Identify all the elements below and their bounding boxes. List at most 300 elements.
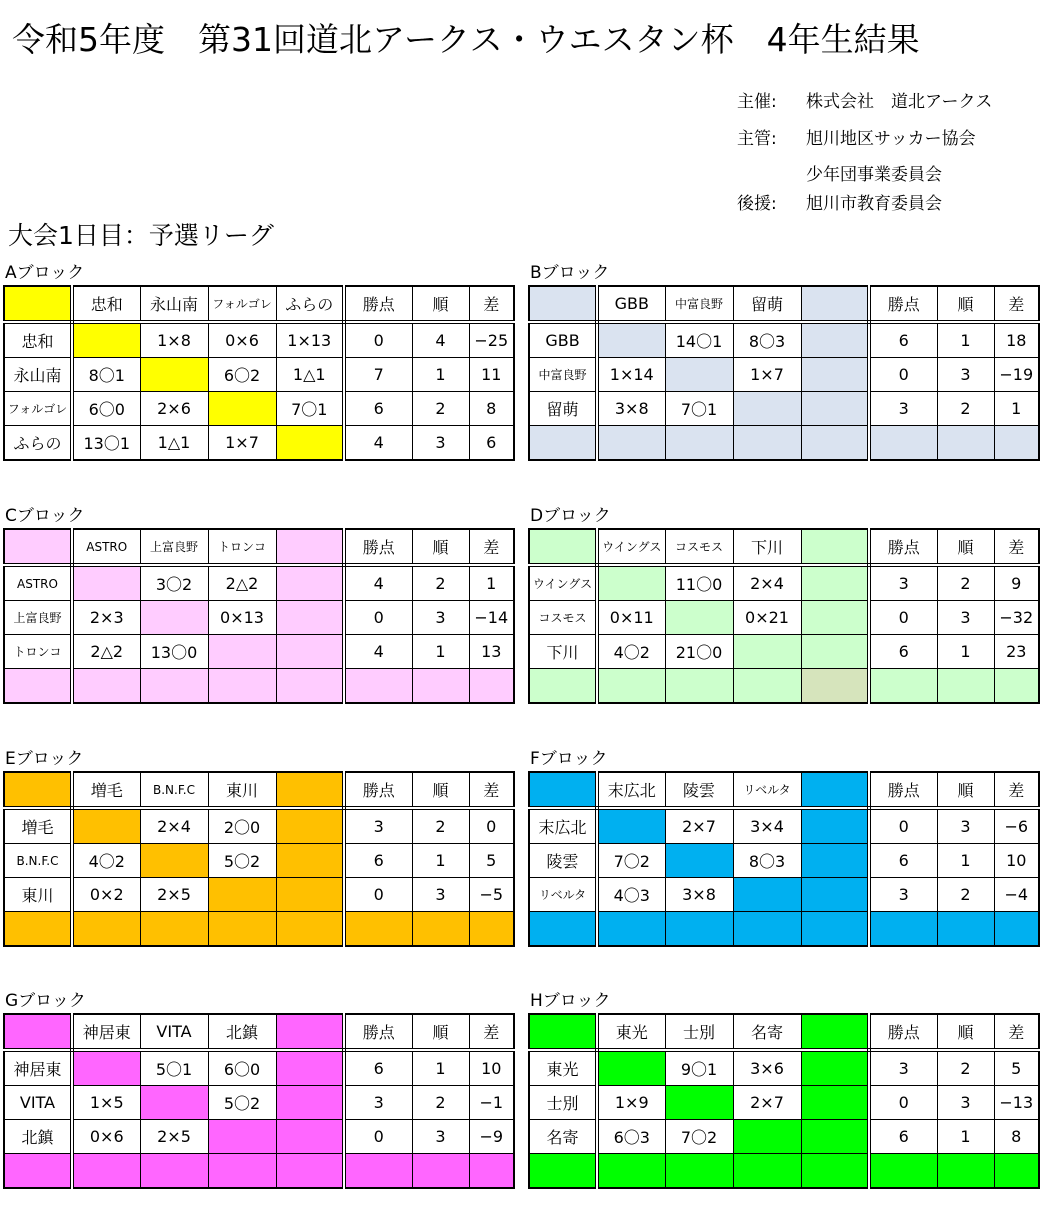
stat-cell xyxy=(937,912,994,947)
header-team: 永山南 xyxy=(140,286,208,322)
block-label-e: Eブロック xyxy=(5,749,84,769)
stat-cell: 1 xyxy=(994,392,1039,426)
result-cell xyxy=(733,392,801,426)
header-team xyxy=(801,772,869,808)
stat-cell: 3 xyxy=(344,1086,412,1120)
table-row xyxy=(4,635,514,669)
result-cell xyxy=(208,1120,276,1154)
result-cell: 3×4 xyxy=(733,808,801,844)
result-cell xyxy=(665,601,733,635)
stat-cell: 6 xyxy=(344,844,412,878)
result-cell: 0×21 xyxy=(733,601,801,635)
stat-cell: 8 xyxy=(994,1120,1039,1154)
result-cell: 13〇1 xyxy=(72,426,140,461)
result-cell xyxy=(276,635,344,669)
result-cell: 2△2 xyxy=(72,635,140,669)
league-table-a xyxy=(3,285,515,461)
stat-cell xyxy=(937,1154,994,1189)
row-team: 留萌 xyxy=(529,392,597,426)
result-cell: 0×13 xyxy=(208,601,276,635)
result-cell xyxy=(276,1154,344,1189)
header-row xyxy=(4,772,514,808)
stat-cell: 1 xyxy=(469,565,514,601)
stat-cell: 4 xyxy=(344,426,412,461)
league-table-f xyxy=(528,771,1040,947)
stat-cell: 1 xyxy=(412,635,469,669)
row-team: GBB xyxy=(529,322,597,358)
result-cell: 7〇1 xyxy=(665,392,733,426)
stat-cell: 4 xyxy=(344,635,412,669)
stat-cell xyxy=(994,426,1039,461)
stat-cell: 1 xyxy=(937,635,994,669)
table-row xyxy=(4,1120,514,1154)
result-cell xyxy=(140,601,208,635)
stat-cell: 1 xyxy=(937,1120,994,1154)
stat-header: 勝点 xyxy=(869,772,937,808)
result-cell: 1△1 xyxy=(276,358,344,392)
table-row xyxy=(4,669,514,704)
stat-cell: 1 xyxy=(412,358,469,392)
result-cell: 5〇1 xyxy=(140,1050,208,1086)
header-team: 中富良野 xyxy=(665,286,733,322)
result-cell: 0×6 xyxy=(72,1120,140,1154)
header-team: 神居東 xyxy=(72,1014,140,1050)
organizer-label-manager: 主管: xyxy=(737,129,777,149)
result-cell xyxy=(276,912,344,947)
stat-header: 順 xyxy=(412,1014,469,1050)
corner-cell xyxy=(529,772,597,808)
header-team: フォルゴレ xyxy=(208,286,276,322)
result-cell xyxy=(665,669,733,704)
header-team: リベルタ xyxy=(733,772,801,808)
stat-cell: 4 xyxy=(412,322,469,358)
corner-cell xyxy=(4,772,72,808)
result-cell xyxy=(72,669,140,704)
header-team xyxy=(276,1014,344,1050)
stat-cell xyxy=(412,669,469,704)
result-cell: 8〇3 xyxy=(733,844,801,878)
result-cell xyxy=(801,1050,869,1086)
table-row xyxy=(4,322,514,358)
stat-header: 差 xyxy=(994,1014,1039,1050)
table-row xyxy=(4,1050,514,1086)
stat-cell: −9 xyxy=(469,1120,514,1154)
stat-cell: 6 xyxy=(869,322,937,358)
result-cell xyxy=(208,392,276,426)
result-cell xyxy=(276,1086,344,1120)
result-cell xyxy=(733,635,801,669)
result-cell xyxy=(276,669,344,704)
block-label-a: Aブロック xyxy=(5,263,85,283)
result-cell xyxy=(801,1086,869,1120)
stat-cell xyxy=(469,1154,514,1189)
stat-cell: −19 xyxy=(994,358,1039,392)
corner-cell xyxy=(529,529,597,565)
table-row xyxy=(529,426,1039,461)
result-cell xyxy=(140,1086,208,1120)
stat-cell: −13 xyxy=(994,1086,1039,1120)
stat-cell: 2 xyxy=(937,392,994,426)
result-cell xyxy=(597,1050,665,1086)
result-cell xyxy=(801,426,869,461)
result-cell xyxy=(597,912,665,947)
result-cell xyxy=(733,1154,801,1189)
stat-header: 勝点 xyxy=(869,1014,937,1050)
result-cell: 2×5 xyxy=(140,878,208,912)
stat-header: 順 xyxy=(412,772,469,808)
corner-cell xyxy=(529,286,597,322)
result-cell: 1×8 xyxy=(140,322,208,358)
result-cell xyxy=(72,1050,140,1086)
result-cell: 2×3 xyxy=(72,601,140,635)
stat-cell xyxy=(344,1154,412,1189)
stat-cell: 0 xyxy=(869,808,937,844)
result-cell xyxy=(665,844,733,878)
result-cell: 3〇2 xyxy=(140,565,208,601)
header-team: 下川 xyxy=(733,529,801,565)
result-cell: 7〇2 xyxy=(597,844,665,878)
block-label-d: Dブロック xyxy=(530,506,611,526)
header-team: 東光 xyxy=(597,1014,665,1050)
block-label-f: Fブロック xyxy=(530,749,608,769)
result-cell xyxy=(597,426,665,461)
header-row xyxy=(4,286,514,322)
stat-cell: −1 xyxy=(469,1086,514,1120)
stat-cell: 2 xyxy=(937,1050,994,1086)
table-row xyxy=(4,358,514,392)
stat-header: 順 xyxy=(937,529,994,565)
result-cell xyxy=(801,358,869,392)
result-cell: 8〇3 xyxy=(733,322,801,358)
stat-cell: −25 xyxy=(469,322,514,358)
result-cell xyxy=(801,601,869,635)
result-cell: 1×14 xyxy=(597,358,665,392)
row-team: コスモス xyxy=(529,601,597,635)
stat-cell: 3 xyxy=(344,808,412,844)
stat-cell: 6 xyxy=(344,1050,412,1086)
organizer-label-host: 主催: xyxy=(737,92,777,112)
stat-cell: 23 xyxy=(994,635,1039,669)
result-cell: 0×6 xyxy=(208,322,276,358)
result-cell: 8〇1 xyxy=(72,358,140,392)
stat-cell: 2 xyxy=(412,1086,469,1120)
stat-cell xyxy=(937,426,994,461)
page-title: 令和5年度 第31回道北アークス・ウエスタン杯 4年生結果 xyxy=(12,20,920,59)
result-cell: 14〇1 xyxy=(665,322,733,358)
stat-header: 勝点 xyxy=(344,1014,412,1050)
table-row xyxy=(529,1086,1039,1120)
result-cell xyxy=(276,844,344,878)
result-cell: 1×5 xyxy=(72,1086,140,1120)
result-cell xyxy=(733,669,801,704)
result-cell xyxy=(72,808,140,844)
table-row xyxy=(529,1050,1039,1086)
result-cell xyxy=(208,878,276,912)
result-cell xyxy=(597,1154,665,1189)
table-row xyxy=(529,669,1039,704)
header-team: VITA xyxy=(140,1014,208,1050)
stat-cell: 2 xyxy=(937,565,994,601)
result-cell xyxy=(208,912,276,947)
table-row xyxy=(529,878,1039,912)
table-row xyxy=(4,912,514,947)
table-row xyxy=(529,601,1039,635)
result-cell: 5〇2 xyxy=(208,844,276,878)
stat-cell: 3 xyxy=(937,358,994,392)
stat-header: 順 xyxy=(937,772,994,808)
result-cell xyxy=(140,912,208,947)
result-cell xyxy=(801,635,869,669)
header-team: 士別 xyxy=(665,1014,733,1050)
row-team: ウイングス xyxy=(529,565,597,601)
result-cell xyxy=(801,1120,869,1154)
stat-cell xyxy=(344,669,412,704)
stat-cell: 3 xyxy=(412,601,469,635)
result-cell: 2×6 xyxy=(140,392,208,426)
result-cell: 1×13 xyxy=(276,322,344,358)
result-cell xyxy=(733,878,801,912)
stat-header: 差 xyxy=(469,772,514,808)
stat-cell: 1 xyxy=(937,844,994,878)
result-cell xyxy=(276,601,344,635)
result-cell: 0×2 xyxy=(72,878,140,912)
table-row xyxy=(529,1154,1039,1189)
result-cell: 4〇2 xyxy=(597,635,665,669)
header-team: 留萌 xyxy=(733,286,801,322)
result-cell: 13〇0 xyxy=(140,635,208,669)
result-cell xyxy=(801,392,869,426)
stat-cell: −5 xyxy=(469,878,514,912)
stat-cell: 0 xyxy=(869,358,937,392)
stat-header: 順 xyxy=(937,1014,994,1050)
header-team: 忠和 xyxy=(72,286,140,322)
table-row xyxy=(529,808,1039,844)
header-row xyxy=(4,1014,514,1050)
row-team: 北鎮 xyxy=(4,1120,72,1154)
header-team xyxy=(276,529,344,565)
corner-cell xyxy=(529,1014,597,1050)
row-team: 陵雲 xyxy=(529,844,597,878)
result-cell xyxy=(665,426,733,461)
stat-cell xyxy=(869,426,937,461)
result-cell xyxy=(140,844,208,878)
result-cell xyxy=(140,1154,208,1189)
organizer-host: 株式会社 道北アークス xyxy=(806,92,993,112)
table-row xyxy=(4,565,514,601)
row-team: 中富良野 xyxy=(529,358,597,392)
row-team: 下川 xyxy=(529,635,597,669)
result-cell xyxy=(72,565,140,601)
section-title: 大会1日目：予選リーグ xyxy=(8,221,274,250)
result-cell xyxy=(72,322,140,358)
header-team xyxy=(801,286,869,322)
stat-cell: 4 xyxy=(344,565,412,601)
result-cell xyxy=(801,808,869,844)
table-row xyxy=(529,392,1039,426)
stat-header: 差 xyxy=(994,286,1039,322)
result-cell xyxy=(276,878,344,912)
result-cell: 6〇0 xyxy=(208,1050,276,1086)
result-cell xyxy=(801,912,869,947)
corner-cell xyxy=(4,529,72,565)
result-cell: 1×9 xyxy=(597,1086,665,1120)
stat-cell: 3 xyxy=(937,601,994,635)
result-cell: 3×8 xyxy=(665,878,733,912)
header-team: 名寄 xyxy=(733,1014,801,1050)
stat-cell: 0 xyxy=(344,322,412,358)
stat-cell: 5 xyxy=(994,1050,1039,1086)
header-team xyxy=(276,772,344,808)
table-row xyxy=(529,565,1039,601)
stat-cell: 6 xyxy=(869,844,937,878)
league-table-b xyxy=(528,285,1040,461)
row-team xyxy=(529,669,597,704)
block-label-c: Cブロック xyxy=(5,506,85,526)
row-team: 名寄 xyxy=(529,1120,597,1154)
stat-cell: 1 xyxy=(937,322,994,358)
header-team: ASTRO xyxy=(72,529,140,565)
stat-cell xyxy=(994,912,1039,947)
stat-cell: 7 xyxy=(344,358,412,392)
league-table-e xyxy=(3,771,515,947)
stat-cell: 3 xyxy=(937,808,994,844)
row-team: 忠和 xyxy=(4,322,72,358)
stat-cell xyxy=(869,912,937,947)
row-team xyxy=(4,912,72,947)
result-cell: 2×4 xyxy=(733,565,801,601)
stat-cell xyxy=(937,669,994,704)
stat-cell: 6 xyxy=(869,1120,937,1154)
stat-cell: 1 xyxy=(412,1050,469,1086)
stat-header: 差 xyxy=(994,529,1039,565)
result-cell: 7〇1 xyxy=(276,392,344,426)
result-cell: 7〇2 xyxy=(665,1120,733,1154)
stat-cell: 2 xyxy=(412,392,469,426)
row-team xyxy=(529,1154,597,1189)
result-cell: 2×4 xyxy=(140,808,208,844)
stat-cell: 6 xyxy=(344,392,412,426)
result-cell: 0×11 xyxy=(597,601,665,635)
result-cell: 4〇3 xyxy=(597,878,665,912)
result-cell: 2×7 xyxy=(665,808,733,844)
result-cell xyxy=(276,565,344,601)
result-cell xyxy=(801,669,869,704)
result-cell xyxy=(208,635,276,669)
stat-cell xyxy=(869,669,937,704)
result-cell xyxy=(733,426,801,461)
result-cell: 6〇2 xyxy=(208,358,276,392)
header-team xyxy=(801,529,869,565)
row-team: 上富良野 xyxy=(4,601,72,635)
stat-cell: 3 xyxy=(412,878,469,912)
table-row xyxy=(529,912,1039,947)
result-cell: 1×7 xyxy=(208,426,276,461)
row-team: 末広北 xyxy=(529,808,597,844)
result-cell: 6〇0 xyxy=(72,392,140,426)
stat-cell: 3 xyxy=(869,565,937,601)
header-team: コスモス xyxy=(665,529,733,565)
stat-cell: 9 xyxy=(994,565,1039,601)
row-team: フォルゴレ xyxy=(4,392,72,426)
table-row xyxy=(4,1154,514,1189)
stat-header: 順 xyxy=(412,529,469,565)
result-cell xyxy=(665,1086,733,1120)
stat-cell: 0 xyxy=(344,878,412,912)
result-cell xyxy=(597,322,665,358)
table-row xyxy=(529,1120,1039,1154)
stat-header: 勝点 xyxy=(344,772,412,808)
header-team: トロンコ xyxy=(208,529,276,565)
stat-cell: 3 xyxy=(412,426,469,461)
stat-cell: 3 xyxy=(869,392,937,426)
result-cell xyxy=(72,912,140,947)
stat-cell xyxy=(994,669,1039,704)
header-team: 末広北 xyxy=(597,772,665,808)
stat-header: 順 xyxy=(412,286,469,322)
row-team: 東川 xyxy=(4,878,72,912)
organizer-label-support: 後援: xyxy=(737,194,777,214)
table-row xyxy=(4,844,514,878)
result-cell xyxy=(140,358,208,392)
result-cell xyxy=(733,912,801,947)
stat-cell: 2 xyxy=(412,565,469,601)
stat-cell xyxy=(994,1154,1039,1189)
result-cell xyxy=(801,322,869,358)
stat-header: 差 xyxy=(469,286,514,322)
result-cell xyxy=(276,426,344,461)
header-row xyxy=(529,529,1039,565)
organizer-committee: 少年団事業委員会 xyxy=(806,165,942,185)
row-team: VITA xyxy=(4,1086,72,1120)
stat-cell xyxy=(469,912,514,947)
result-cell: 2×7 xyxy=(733,1086,801,1120)
header-row xyxy=(529,286,1039,322)
header-team: B.N.F.C xyxy=(140,772,208,808)
header-team: ふらの xyxy=(276,286,344,322)
result-cell: 4〇2 xyxy=(72,844,140,878)
stat-cell: 0 xyxy=(869,601,937,635)
row-team xyxy=(4,1154,72,1189)
row-team: 増毛 xyxy=(4,808,72,844)
result-cell xyxy=(276,1120,344,1154)
stat-cell: 1 xyxy=(412,844,469,878)
row-team xyxy=(529,426,597,461)
result-cell xyxy=(733,1120,801,1154)
stat-cell: −6 xyxy=(994,808,1039,844)
result-cell xyxy=(665,358,733,392)
header-row xyxy=(4,529,514,565)
stat-cell: 8 xyxy=(469,392,514,426)
result-cell xyxy=(665,912,733,947)
stat-cell: 0 xyxy=(344,1120,412,1154)
result-cell xyxy=(276,1050,344,1086)
result-cell xyxy=(801,878,869,912)
result-cell xyxy=(597,669,665,704)
result-cell: 2〇0 xyxy=(208,808,276,844)
header-row xyxy=(529,1014,1039,1050)
organizer-support: 旭川市教育委員会 xyxy=(806,194,942,214)
league-table-c xyxy=(3,528,515,704)
block-label-b: Bブロック xyxy=(530,263,610,283)
stat-header: 順 xyxy=(937,286,994,322)
result-cell xyxy=(597,808,665,844)
table-row xyxy=(529,844,1039,878)
stat-cell xyxy=(412,1154,469,1189)
row-team: トロンコ xyxy=(4,635,72,669)
stat-cell: 0 xyxy=(469,808,514,844)
stat-header: 勝点 xyxy=(344,529,412,565)
row-team: 神居東 xyxy=(4,1050,72,1086)
